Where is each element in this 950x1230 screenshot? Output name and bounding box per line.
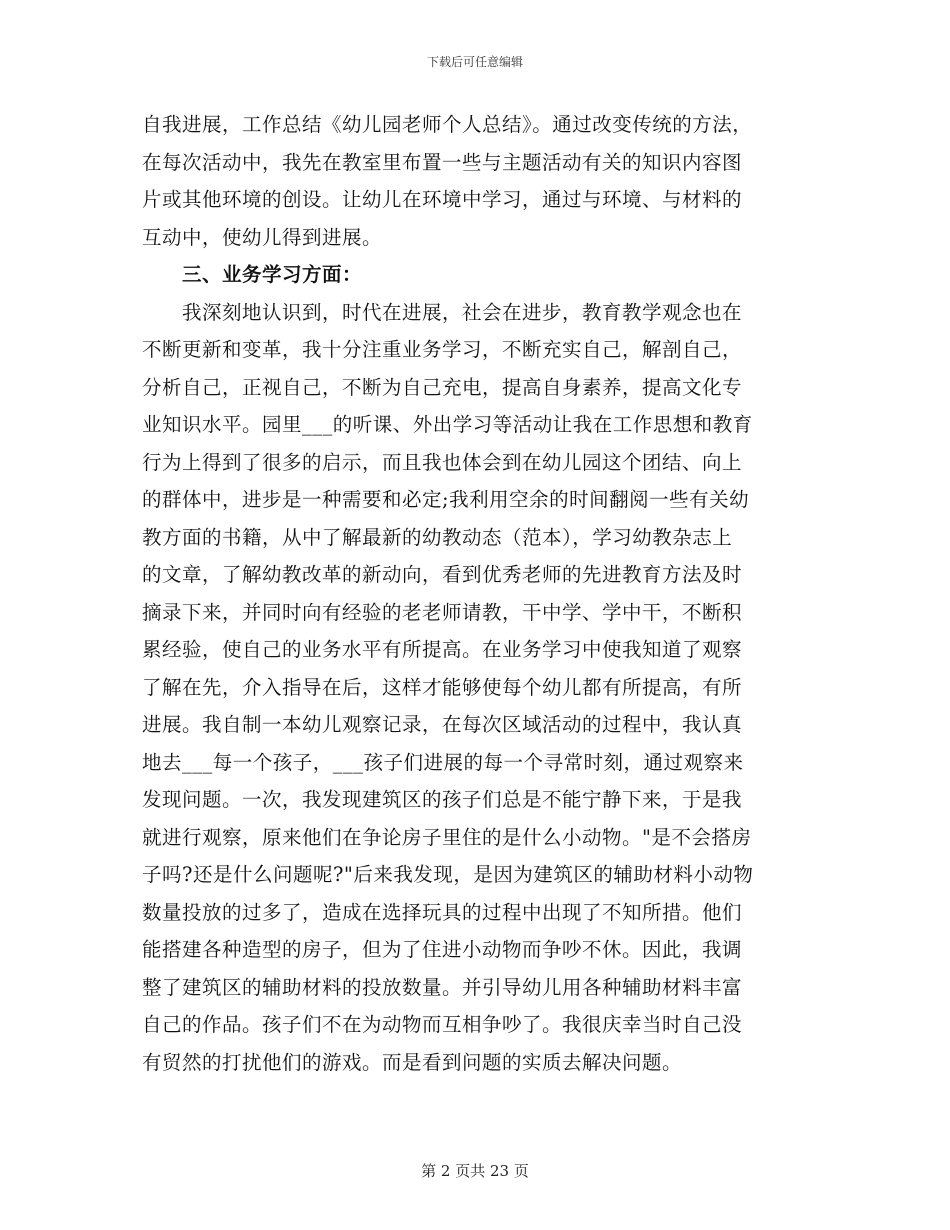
page-number: 第 2 页共 23 页 [421, 1162, 529, 1180]
body-line: 就进行观察，原来他们在争论房子里住的是什么小动物。"是不会搭房 [142, 825, 752, 849]
body-line: 进展。我自制一本幼儿观察记录，在每次区域活动的过程中，我认真 [142, 713, 743, 736]
paragraph-first-line: 我深刻地认识到，时代在进展，社会在进步，教育教学观念也在 [182, 300, 743, 324]
body-line: 子吗?还是什么问题呢?"后来我发现，是因为建筑区的辅助材料小动物 [142, 863, 754, 886]
section-heading: 三、业务学习方面： [182, 263, 363, 286]
body-line: 累经验，使自己的业务水平有所提高。在业务学习中使我知道了观察 [142, 638, 743, 661]
body-line: 互动中，使幼儿得到进展。 [142, 225, 383, 249]
body-line: 数量投放的过多了，造成在选择玩具的过程中出现了不知所措。他们 [142, 900, 743, 924]
body-line: 教方面的书籍，从中了解最新的幼教动态（范本），学习幼教杂志上 [142, 525, 733, 549]
body-line: 不断更新和变革，我十分注重业务学习，不断充实自己，解剖自己， [142, 338, 743, 361]
body-line: 整了建筑区的辅助材料的投放数量。并引导幼儿用各种辅助材料丰富 [142, 975, 743, 999]
body-line: 发现问题。一次，我发现建筑区的孩子们总是不能宁静下来，于是我 [142, 788, 743, 811]
body-line: 摘录下来，并同时向有经验的老老师请教，干中学、学中干，不断积 [142, 600, 743, 624]
body-line: 的文章，了解幼教改革的新动向，看到优秀老师的先进教育方法及时 [142, 563, 743, 586]
page-header: 下载后可任意编辑 [426, 55, 523, 69]
body-line: 片或其他环境的创设。让幼儿在环境中学习，通过与环境、与材料的 [142, 188, 743, 211]
body-line: 的群体中，进步是一种需要和必定;我利用空余的时间翻阅一些有关幼 [142, 488, 750, 511]
body-line: 业知识水平。园里___的听课、外出学习等活动让我在工作思想和教育 [142, 413, 753, 436]
body-line: 有贸然的打扰他们的游戏。而是看到问题的实质去解决问题。 [142, 1050, 683, 1074]
body-line: 行为上得到了很多的启示，而且我也体会到在幼儿园这个团结、向上 [142, 450, 743, 474]
body-line: 自己的作品。孩子们不在为动物而互相争吵了。我很庆幸当时自己没 [142, 1013, 743, 1036]
body-line: 自我进展，工作总结《幼儿园老师个人总结》。通过改变传统的方法， [142, 113, 753, 136]
body-line: 了解在先，介入指导在后，这样才能够使每个幼儿都有所提高，有所 [142, 675, 743, 699]
body-line: 在每次活动中，我先在教室里布置一些与主题活动有关的知识内容图 [142, 150, 743, 174]
document-body [142, 106, 822, 1081]
body-line: 地去___每一个孩子，___孩子们进展的每一个寻常时刻，通过观察来 [142, 750, 744, 774]
body-line: 分析自己，正视自己，不断为自己充电，提高自身素养，提高文化专 [142, 375, 743, 399]
body-line: 能搭建各种造型的房子，但为了住进小动物而争吵不休。因此，我调 [142, 938, 743, 961]
